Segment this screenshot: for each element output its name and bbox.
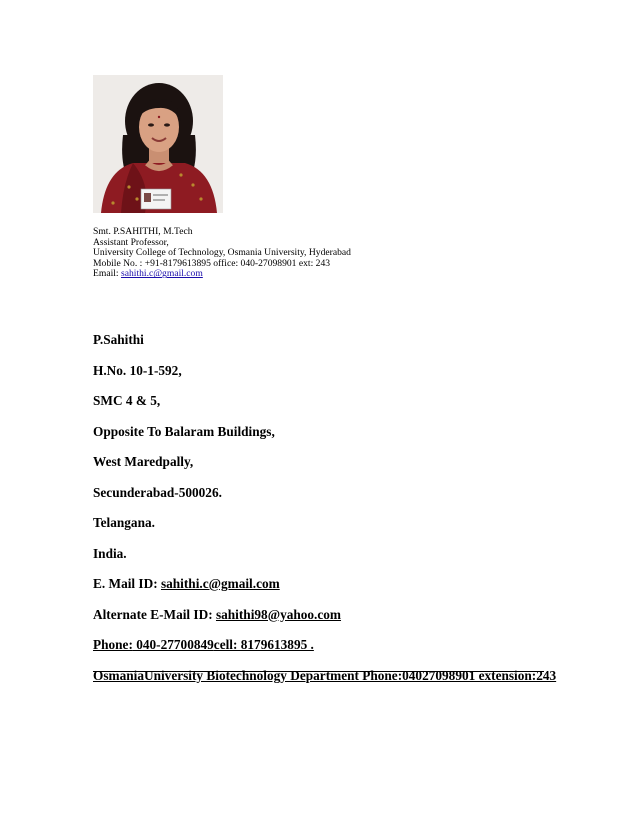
address-block: SMC 4 & 5, <box>93 393 161 408</box>
address-country: India. <box>93 545 127 561</box>
address-house-no: H.No. 10-1-592, <box>93 362 182 378</box>
phone-row <box>93 637 553 652</box>
cell-value: : 8179613895 . <box>233 637 314 652</box>
email-label: E. Mail ID: <box>93 576 161 591</box>
address-state: Telangana. <box>93 515 155 530</box>
cell-label: cell <box>213 637 233 652</box>
email-value[interactable]: sahithi.c@gmail.com <box>160 576 280 591</box>
name-line: Smt. P.SAHITHI, M.Tech <box>93 226 193 237</box>
portrait-image <box>93 75 223 213</box>
email-prefix: Email: <box>93 268 121 280</box>
address-name: P.Sahithi <box>93 332 144 347</box>
profile-photo <box>93 75 223 213</box>
address-landmark: Opposite To Balaram Buildings, <box>93 423 275 439</box>
phone-label: Phone: <box>93 637 133 652</box>
department-line: OsmaniaUniversity Biotechnology Department Phone:04027098901 extension:243 <box>93 667 557 683</box>
email-line <box>93 269 351 280</box>
alt-email-row <box>93 607 553 622</box>
horizontal-rule <box>93 671 544 672</box>
mobile-line: Mobile No. : +91-8179613895 office: 040-27098901 ext: 243 <box>93 257 331 269</box>
address-area: West Maredpally, <box>93 454 194 469</box>
institution-line: University College of Technology, Osmania University, Hyderabad <box>93 247 351 259</box>
alt-email-label: Alternate E-Mail ID: <box>93 606 216 622</box>
phone-value: 040-27700849 <box>132 637 214 652</box>
designation-line: Assistant Professor, <box>93 236 169 248</box>
alt-email-value[interactable]: sahithi98@yahoo.com <box>215 606 342 622</box>
contact-header <box>93 227 351 280</box>
address-city: Secunderabad-500026. <box>93 484 222 500</box>
email-link[interactable]: sahithi.c@gmail.com <box>120 268 203 280</box>
email-row <box>93 576 553 591</box>
postal-address <box>93 332 557 698</box>
